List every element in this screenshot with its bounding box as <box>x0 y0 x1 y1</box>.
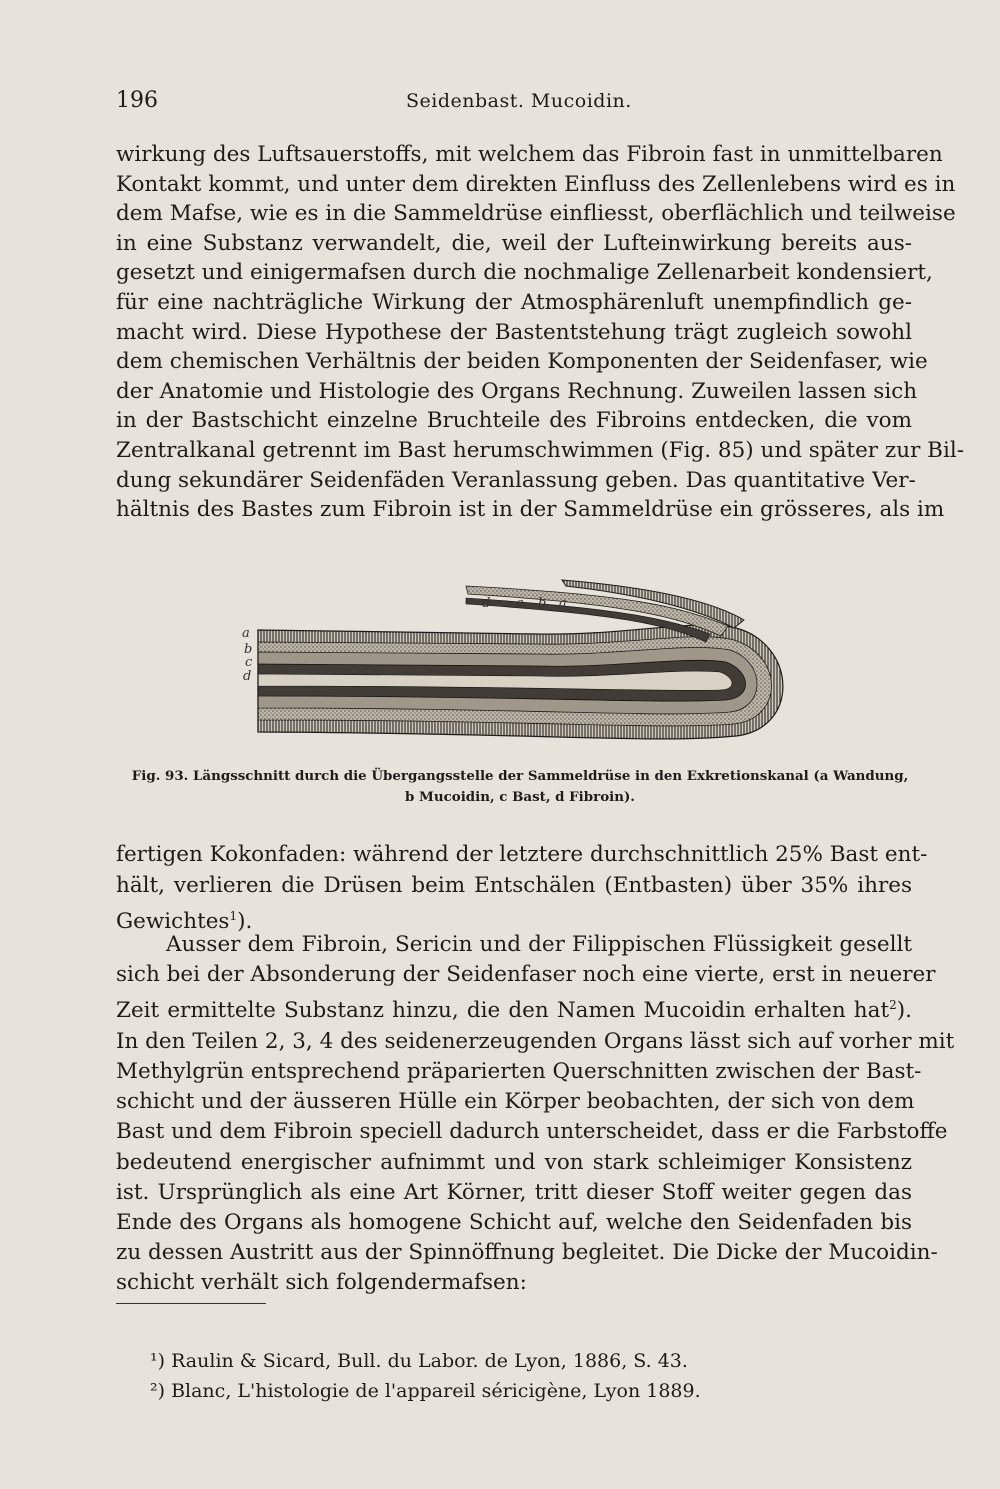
text-fragment: Zeit ermittelte Substanz hinzu, die den Namen Mucoidin erhalten hat <box>116 998 890 1024</box>
figure-label-d: d <box>482 596 491 611</box>
text-line: schicht verhält sich folgendermafsen: <box>116 1270 527 1296</box>
footnote-ref[interactable]: 1 <box>229 909 238 923</box>
text-line: hält, verlieren die Drüsen beim Entschälen (Entbasten) über 35% ihres <box>116 872 912 898</box>
figure-label-a: a <box>242 626 250 641</box>
figure-label-b: b <box>538 596 547 611</box>
text-line: macht wird. Diese Hypothese der Bastentstehung trägt zugleich sowohl <box>116 319 912 345</box>
text-line: schicht und der äusseren Hülle ein Körper beobachten, der sich von dem <box>116 1089 915 1115</box>
footnote-2: ²) Blanc, L'histologie de l'appareil séricigène, Lyon 1889. <box>150 1380 701 1402</box>
gland-section-illustration <box>236 558 806 758</box>
text-line: Ende des Organs als homogene Schicht auf, welche den Seidenfaden bis <box>116 1209 912 1235</box>
footnote-ref[interactable]: 2 <box>889 998 897 1013</box>
text-line: Zentralkanal getrennt im Bast herumschwimmen (Fig. 85) und später zur Bil- <box>116 437 965 463</box>
text-line: hältnis des Bastes zum Fibroin ist in der Sammeldrüse ein grösseres, als im <box>116 497 945 523</box>
figure-label-c: c <box>516 596 524 611</box>
text-line: In den Teilen 2, 3, 4 des seidenerzeugenden Organs lässt sich auf vorher mit <box>116 1028 955 1054</box>
text-line: ist. Ursprünglich als eine Art Körner, tritt dieser Stoff weiter gegen das <box>116 1179 912 1205</box>
text-line: sich bei der Absonderung der Seidenfaser noch eine vierte, erst in neuerer <box>116 962 936 988</box>
text-line: wirkung des Luftsauerstoffs, mit welchem das Fibroin fast in unmittelbaren <box>116 142 943 167</box>
figure-label-a: a <box>559 596 567 611</box>
text-line <box>116 990 912 1026</box>
text-fragment: Gewichtes <box>116 909 230 935</box>
text-line: für eine nachträgliche Wirkung der Atmosphärenluft unempfindlich ge- <box>116 289 912 315</box>
header-title: Seidenbast. Mucoidin. <box>406 90 632 112</box>
running-head <box>116 88 916 118</box>
text-line: dem chemischen Verhältnis der beiden Komponenten der Seidenfaser, wie <box>116 349 928 375</box>
text-line: bedeutend energischer aufnimmt und von stark schleimiger Konsistenz <box>116 1149 912 1175</box>
text-line: dem Mafse, wie es in die Sammeldrüse einfliesst, oberflächlich und teilweise <box>116 201 956 227</box>
paragraph-3 <box>116 930 955 1299</box>
figure-label-b: b <box>244 642 253 657</box>
footnote-1: ¹) Raulin & Sicard, Bull. du Labor. de Lyon, 1886, S. 43. <box>150 1350 688 1372</box>
text-line: in der Bastschicht einzelne Bruchteile des Fibroins entdecken, die vom <box>116 408 912 434</box>
text-fragment: ). <box>896 998 912 1024</box>
text-line: Bast und dem Fibroin speciell dadurch unterscheidet, dass er die Farbstoffe <box>116 1119 948 1145</box>
footnotes <box>150 1346 850 1406</box>
text-line: dung sekundärer Seidenfäden Veranlassung geben. Das quantitative Ver- <box>116 467 916 493</box>
caption-line: Fig. 93. Längsschnitt durch die Übergangsstelle der Sammeldrüse in den Exkretionskanal (a Wandung, <box>131 768 909 784</box>
text-line: zu dessen Austritt aus der Spinnöffnung begleitet. Die Dicke der Mucoidin- <box>116 1240 938 1266</box>
footnote-separator <box>116 1303 266 1304</box>
text-line: Ausser dem Fibroin, Sericin und der Filippischen Flüssigkeit gesellt <box>166 932 912 957</box>
text-fragment: ). <box>237 909 253 935</box>
paragraph-1 <box>116 140 965 525</box>
text-line: der Anatomie und Histologie des Organs Rechnung. Zuweilen lassen sich <box>116 378 918 404</box>
paragraph-2 <box>116 840 928 938</box>
figure-93 <box>236 558 806 758</box>
figure-label-d: d <box>243 669 252 684</box>
text-line: Kontakt kommt, und unter dem direkten Einfluss des Zellenlebens wird es in <box>116 171 956 197</box>
caption-line: b Mucoidin, c Bast, d Fibroin). <box>405 789 635 805</box>
page-number: 196 <box>116 88 158 113</box>
text-line: Methylgrün entsprechend präparierten Querschnitten zwischen der Bast- <box>116 1058 922 1084</box>
text-line: in eine Substanz verwandelt, die, weil der Lufteinwirkung bereits aus- <box>116 230 912 256</box>
text-line: gesetzt und einigermafsen durch die nochmalige Zellenarbeit kondensiert, <box>116 260 933 286</box>
text-line: fertigen Kokonfaden: während der letztere durchschnittlich 25% Bast ent- <box>116 842 928 867</box>
figure-caption <box>130 766 910 808</box>
figure-label-c: c <box>245 655 253 670</box>
